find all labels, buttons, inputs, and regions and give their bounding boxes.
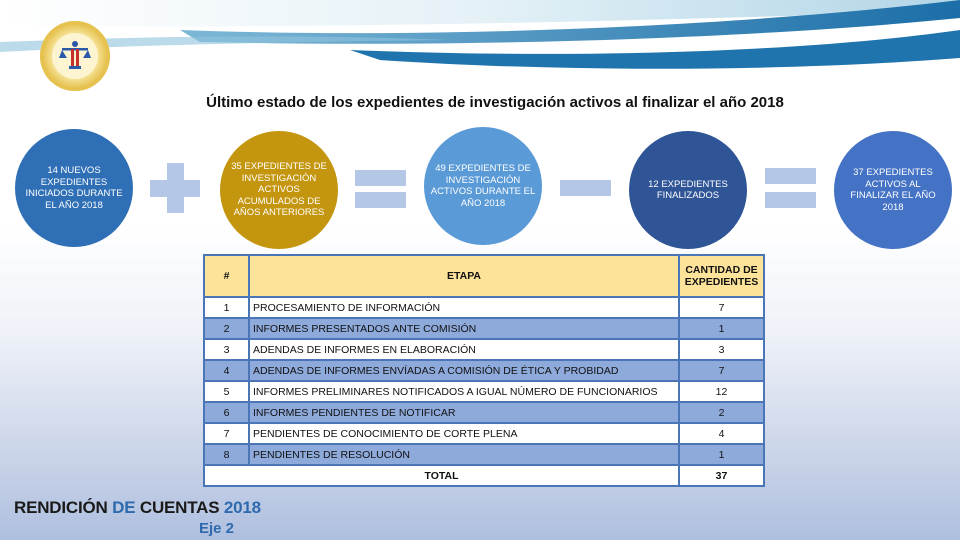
footer-year: 2018 bbox=[223, 498, 261, 517]
footer-word-3: CUENTAS bbox=[135, 498, 224, 517]
minus-icon bbox=[560, 180, 611, 196]
row-stage: INFORMES PRESENTADOS ANTE COMISIÓN bbox=[249, 318, 679, 339]
table-row bbox=[204, 423, 764, 444]
row-stage: INFORMES PRELIMINARES NOTIFICADOS A IGUAL NÚMERO DE FUNCIONARIOS bbox=[249, 381, 679, 402]
accumulated-cases-circle bbox=[220, 131, 338, 249]
finished-cases-text: 12 EXPEDIENTES FINALIZADOS bbox=[648, 178, 728, 201]
table-row bbox=[204, 318, 764, 339]
row-count: 2 bbox=[679, 402, 764, 423]
header-stage: ETAPA bbox=[249, 255, 679, 297]
row-num: 7 bbox=[204, 423, 249, 444]
row-stage: ADENDAS DE INFORMES EN ELABORACIÓN bbox=[249, 339, 679, 360]
row-num: 5 bbox=[204, 381, 249, 402]
row-num: 2 bbox=[204, 318, 249, 339]
footer-brand bbox=[14, 498, 261, 518]
table-row bbox=[204, 381, 764, 402]
row-stage: PENDIENTES DE CONOCIMIENTO DE CORTE PLENA bbox=[249, 423, 679, 444]
table-row bbox=[204, 339, 764, 360]
equals-icon bbox=[765, 168, 816, 184]
row-count: 7 bbox=[679, 360, 764, 381]
row-stage: PENDIENTES DE RESOLUCIÓN bbox=[249, 444, 679, 465]
footer-axis: Eje 2 bbox=[199, 520, 235, 537]
active-cases-circle bbox=[424, 127, 542, 245]
row-num: 6 bbox=[204, 402, 249, 423]
row-count: 12 bbox=[679, 381, 764, 402]
footer-word-2: DE bbox=[112, 498, 136, 517]
row-num: 4 bbox=[204, 360, 249, 381]
finished-cases-circle bbox=[629, 131, 747, 249]
row-stage: PROCESAMIENTO DE INFORMACIÓN bbox=[249, 297, 679, 318]
stages-table bbox=[203, 254, 765, 487]
header-count: CANTIDAD DE EXPEDIENTES bbox=[679, 255, 764, 297]
table-header-row bbox=[204, 255, 764, 297]
active-cases-text: 49 EXPEDIENTES DE INVESTIGACIÓN ACTIVOS DURANTE EL AÑO 2018 bbox=[430, 163, 536, 209]
header-num: # bbox=[204, 255, 249, 297]
equals-icon-bar bbox=[355, 192, 406, 208]
row-stage: ADENDAS DE INFORMES ENVÍADAS A COMISIÓN DE ÉTICA Y PROBIDAD bbox=[249, 360, 679, 381]
equals-icon bbox=[355, 170, 406, 186]
table-row bbox=[204, 297, 764, 318]
row-count: 4 bbox=[679, 423, 764, 444]
table-row bbox=[204, 360, 764, 381]
row-count: 1 bbox=[679, 318, 764, 339]
page-title: Último estado de los expedientes de investigación activos al finalizar el año 2018 bbox=[206, 94, 784, 111]
total-value: 37 bbox=[679, 465, 764, 486]
table-total-row bbox=[204, 465, 764, 486]
accumulated-cases-text: 35 EXPEDIENTES DE INVESTIGACIÓN ACTIVOS ACUMULADOS DE AÑOS ANTERIORES bbox=[231, 161, 327, 219]
row-num: 8 bbox=[204, 444, 249, 465]
new-cases-text: 14 NUEVOS EXPEDIENTES INICIADOS DURANTE EL AÑO 2018 bbox=[25, 165, 123, 211]
total-label: TOTAL bbox=[204, 465, 679, 486]
scales-of-justice-icon bbox=[52, 33, 98, 79]
remaining-active-circle bbox=[834, 131, 952, 249]
header-swoosh-decoration bbox=[0, 0, 960, 95]
equals-icon-bar bbox=[765, 192, 816, 208]
plus-icon-bar bbox=[150, 180, 200, 197]
row-stage: INFORMES PENDIENTES DE NOTIFICAR bbox=[249, 402, 679, 423]
table-row bbox=[204, 402, 764, 423]
organo-judicial-logo bbox=[40, 21, 110, 91]
row-count: 7 bbox=[679, 297, 764, 318]
row-num: 1 bbox=[204, 297, 249, 318]
row-count: 1 bbox=[679, 444, 764, 465]
new-cases-circle bbox=[15, 129, 133, 247]
table-row bbox=[204, 444, 764, 465]
footer-word-1: RENDICIÓN bbox=[14, 498, 113, 517]
row-num: 3 bbox=[204, 339, 249, 360]
row-count: 3 bbox=[679, 339, 764, 360]
remaining-active-text: 37 EXPEDIENTES ACTIVOS AL FINALIZAR EL AÑO 2018 bbox=[850, 167, 936, 213]
